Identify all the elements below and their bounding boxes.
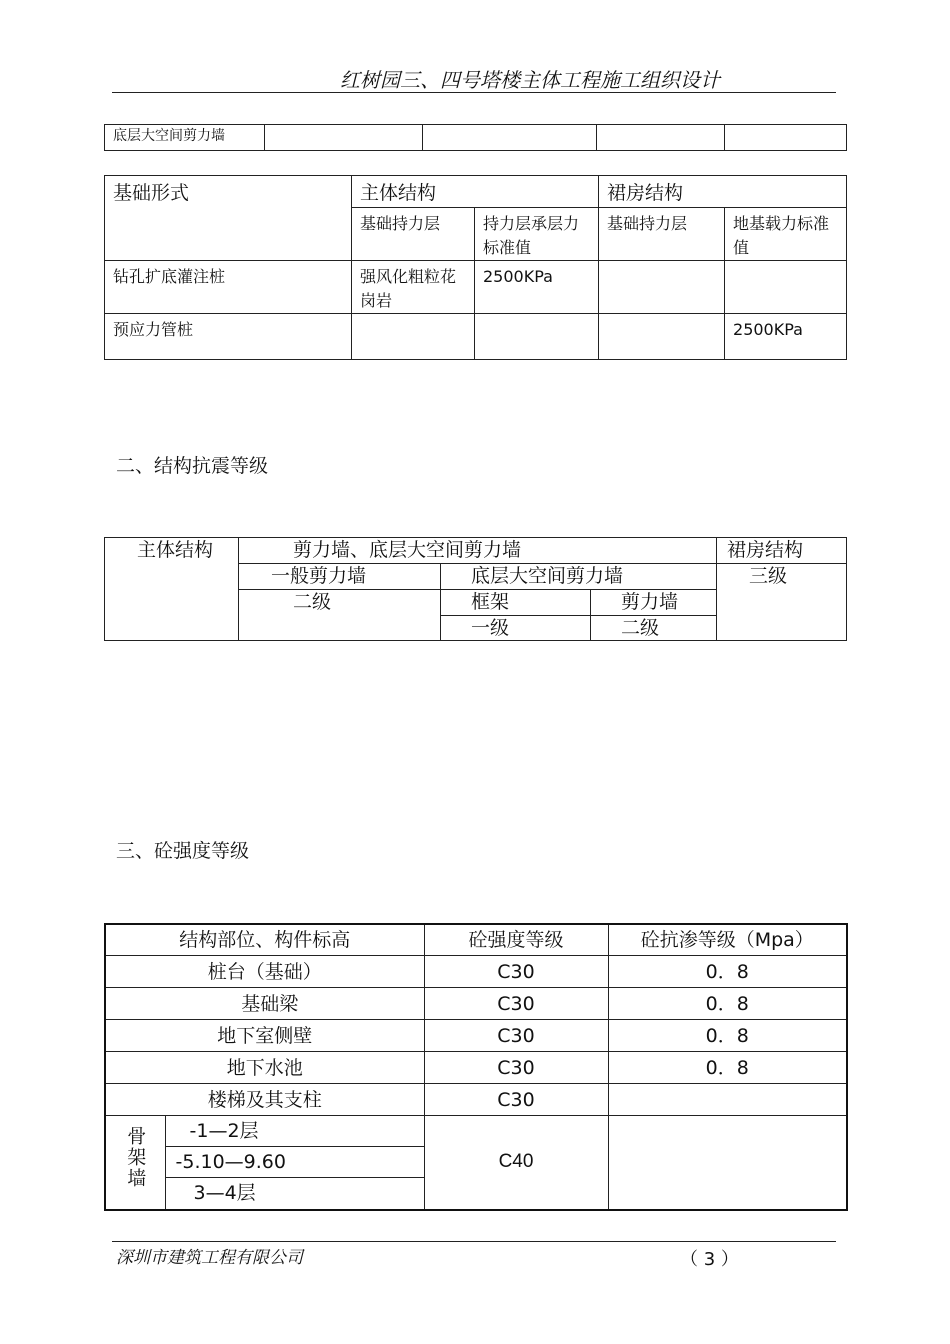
col-podium-structure: 裙房结构: [599, 176, 847, 208]
col-foundation-type: 基础形式: [105, 176, 352, 261]
bearing-capacity-cell: [475, 314, 599, 360]
impermeability-cell: 0．8: [608, 1052, 847, 1084]
sub-bearing-capacity: 持力层承层力标准值: [475, 208, 599, 261]
sub-bearing-layer: 基础持力层: [352, 208, 475, 261]
table-row: [105, 1084, 847, 1116]
shear-wall-label: 剪力墙: [591, 590, 717, 616]
footer-company: 深圳市建筑工程有限公司: [116, 1248, 303, 1268]
frame-wall-level-cell: 3—4层: [165, 1178, 424, 1210]
foundation-table: [104, 175, 847, 360]
partial-row-label: 底层大空间剪力墙: [105, 125, 265, 151]
strength-cell: C30: [424, 1084, 608, 1116]
strength-cell: C30: [424, 1020, 608, 1052]
impermeability-cell: 0．8: [608, 1020, 847, 1052]
bearing-layer-cell: 强风化粗粒花岗岩: [352, 261, 475, 314]
part-cell: 地下室侧壁: [105, 1020, 424, 1052]
empty-cell: [265, 125, 423, 151]
part-cell: 桩台（基础）: [105, 956, 424, 988]
table-row: [105, 1020, 847, 1052]
col-impermeability: 砼抗渗等级（Mpa）: [608, 924, 847, 956]
header-title: 红树园三、四号塔楼主体工程施工组织设计: [340, 68, 720, 92]
seismic-main-structure: 主体结构: [105, 538, 239, 641]
concrete-table: [104, 923, 848, 1211]
sub-ground-capacity: 地基载力标准值: [725, 208, 847, 261]
empty-cell: [725, 125, 847, 151]
header-rule: [112, 92, 836, 93]
section-title-concrete: 三、砼强度等级: [116, 840, 250, 862]
table-row: [105, 1116, 847, 1147]
frame-wall-label: 骨架墙: [124, 1126, 147, 1190]
podium-layer-cell: [599, 261, 725, 314]
seismic-shear-walls: 剪力墙、底层大空间剪力墙: [239, 538, 717, 564]
table-row: [105, 956, 847, 988]
impermeability-cell: 0．8: [608, 956, 847, 988]
frame-wall-impermeability-cell: [608, 1116, 847, 1210]
empty-cell: [597, 125, 725, 151]
foundation-type-cell: 钻孔扩底灌注桩: [105, 261, 352, 314]
part-cell: 基础梁: [105, 988, 424, 1020]
frame-wall-strength-cell: C40: [424, 1116, 608, 1210]
bottom-space-shear-wall: 底层大空间剪力墙: [441, 564, 717, 590]
part-cell: 楼梯及其支柱: [105, 1084, 424, 1116]
partial-table: [104, 124, 847, 151]
table-row: [105, 314, 847, 360]
sub-podium-bearing-layer: 基础持力层: [599, 208, 725, 261]
table-row: [105, 1052, 847, 1084]
table-row: [105, 988, 847, 1020]
frame-label: 框架: [441, 590, 591, 616]
shear-wall-grade: 二级: [591, 616, 717, 641]
frame-grade: 一级: [441, 616, 591, 641]
table-row: [105, 261, 847, 314]
col-structure-part: 结构部位、构件标高: [105, 924, 424, 956]
bearing-layer-cell: [352, 314, 475, 360]
podium-capacity-cell: 2500KPa: [725, 314, 847, 360]
page-number: （ 3 ）: [680, 1249, 739, 1270]
col-concrete-strength: 砼强度等级: [424, 924, 608, 956]
frame-wall-label-cell: [105, 1116, 165, 1210]
col-main-structure: 主体结构: [352, 176, 599, 208]
foundation-type-cell: 预应力管桩: [105, 314, 352, 360]
frame-wall-level-cell: -1—2层: [165, 1116, 424, 1147]
impermeability-cell: 0．8: [608, 988, 847, 1020]
strength-cell: C30: [424, 1052, 608, 1084]
frame-wall-level-cell: -5.10—9.60: [165, 1147, 424, 1178]
strength-cell: C30: [424, 988, 608, 1020]
section-title-seismic: 二、结构抗震等级: [116, 455, 269, 477]
seismic-table: [104, 537, 847, 641]
seismic-podium: 裙房结构: [717, 538, 847, 564]
podium-layer-cell: [599, 314, 725, 360]
part-cell: 地下水池: [105, 1052, 424, 1084]
general-shear-wall: 一般剪力墙: [239, 564, 441, 590]
general-wall-grade: 二级: [239, 590, 441, 641]
podium-grade: 三级: [717, 564, 847, 641]
footer-rule: [112, 1241, 836, 1242]
impermeability-cell: [608, 1084, 847, 1116]
bearing-capacity-cell: 2500KPa: [475, 261, 599, 314]
empty-cell: [423, 125, 597, 151]
podium-capacity-cell: [725, 261, 847, 314]
strength-cell: C30: [424, 956, 608, 988]
